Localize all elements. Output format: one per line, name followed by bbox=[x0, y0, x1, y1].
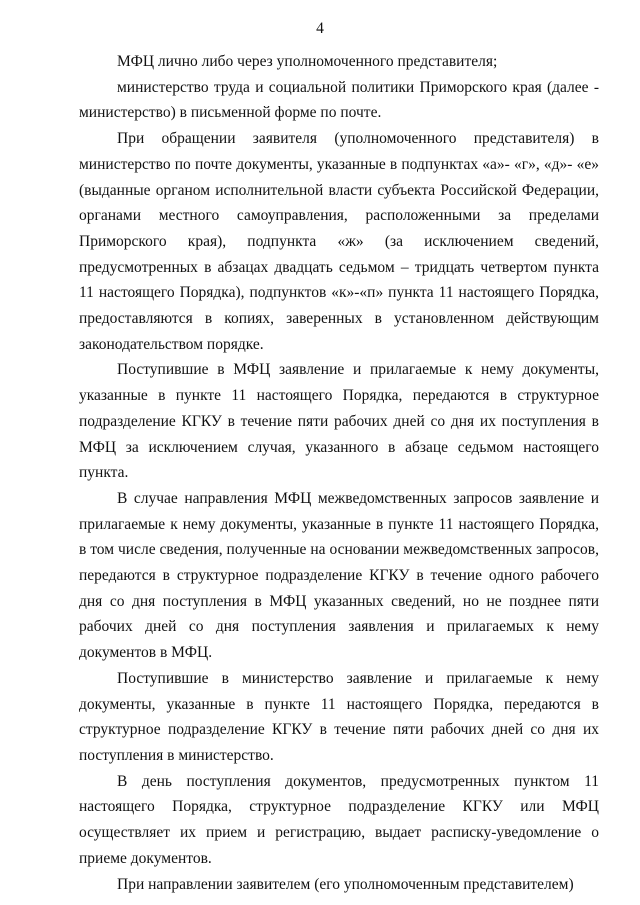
paragraph: Поступившие в МФЦ заявление и прилагаемые к нему документы, указанные в пункте 11 настоящего Порядка, передаются в структурное подразделение КГКУ в течение пяти рабочих дней со дня их поступления в МФЦ за исключением случая, указанного в абзаце седьмом настоящего пункта. bbox=[79, 361, 599, 482]
paragraph: Поступившие в министерство заявление и прилагаемые к нему документы, указанные в пункте 11 настоящего Порядка, передаются в структурное подразделение КГКУ в течение пяти рабочих дней со дня их поступления в министерство. bbox=[79, 669, 599, 764]
paragraph: При обращении заявителя (уполномоченного представителя) в министерство по почте документы, указанные в подпунктах «а»- «г», «д»- «е» (выданные органом исполнительной власти субъекта Российской Федерации, органами местного самоуправления, расположенными за пределами Приморского края), подпункта «ж» (за исключением сведений, предусмотренных в абзацах двадцать седьмом – тридцать четвертом пункта 11 настоящего Порядка), подпунктов «к»-«п» пункта 11 настоящего Порядка, предоставляются в копиях, заверенных в установленном действующим законодательством порядке. bbox=[79, 130, 599, 353]
paragraph: министерство труда и социальной политики Приморского края (далее - министерство) в письменной форме по почте. bbox=[79, 78, 599, 122]
page-number: 4 bbox=[316, 20, 324, 37]
paragraph: При направлении заявителем (его уполномоченным представителем) bbox=[117, 875, 574, 893]
paragraph: В случае направления МФЦ межведомственных запросов заявление и прилагаемые к нему документы, указанные в пункте 11 настоящего Порядка, в том числе сведения, полученные на основании межведомственных запросов, передаются в структурное подразделение КГКУ в течение одного рабочего дня со дня поступления в МФЦ указанных сведений, но не позднее пяти рабочих дней со дня поступления заявления и прилагаемых к нему документов в МФЦ. bbox=[79, 489, 599, 662]
document-body bbox=[79, 49, 599, 897]
paragraph: В день поступления документов, предусмотренных пунктом 11 настоящего Порядка, структурное подразделение КГКУ или МФЦ осуществляет их прием и регистрацию, выдает расписку-уведомление о приеме документов. bbox=[79, 772, 599, 867]
paragraph: МФЦ лично либо через уполномоченного представителя; bbox=[117, 53, 498, 70]
